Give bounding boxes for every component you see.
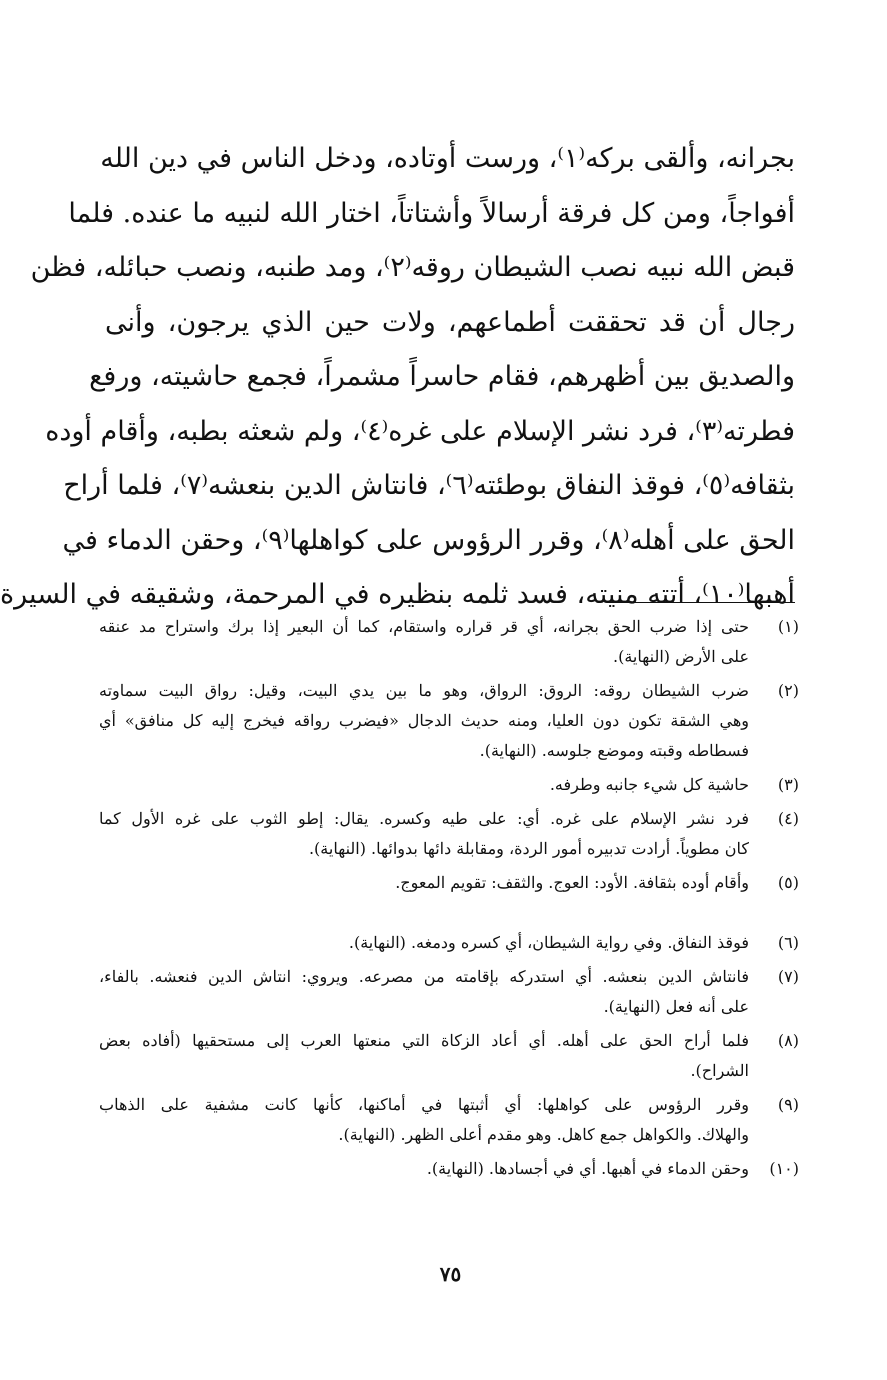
footnote-number: (١٠): [769, 1159, 799, 1178]
footnote-text-line: فسطاطه وقبته وموضع جلوسه. (النهاية).: [479, 741, 749, 760]
footnote-2: [99, 676, 799, 766]
main-text-line: والصديق بين أظهرهم، فقام حاسراً مشمراً، فجمع حاشيته، ورفع: [89, 361, 795, 392]
footnote-text-line: ضرب الشيطان روقه: الروق: الرواق، وهو ما بين يدي البيت، وقيل: رواق البيت سماوته: [99, 681, 749, 700]
footnote-text-line: فلما أراح الحق على أهله. أي أعاد الزكاة التي منعتها العرب إلى مستحقيها (أفاده بعض: [99, 1031, 749, 1050]
footnote-8: [99, 1026, 799, 1086]
footnote-number: (٢): [777, 681, 799, 700]
footnote-text-line: والهلاك. والكواهل جمع كاهل. وهو مقدم أعلى الظهر. (النهاية).: [338, 1125, 749, 1144]
footnote-number: (٤): [777, 809, 799, 828]
footnote-9: [99, 1090, 799, 1150]
footnote-text-line: الشراح).: [690, 1061, 749, 1080]
main-text-line: بجرانه، وألقى بركه⁽١⁾، ورست أوتاده، ودخل الناس في دين الله: [100, 143, 795, 174]
main-text-block: [0, 132, 795, 623]
footnote-number: (٨): [777, 1031, 799, 1050]
footnote-text-line: فوقذ النفاق. وفي رواية الشيطان، أي كسره ودمغه. (النهاية).: [348, 933, 749, 952]
footnote-number: (٣): [777, 775, 799, 794]
footnote-7: [99, 962, 799, 1022]
page-number: ٧٥: [439, 1262, 462, 1286]
main-text-line: بثقافه⁽٥⁾، فوقذ النفاق بوطئته⁽٦⁾، فانتاش الدين بنعشه⁽٧⁾، فلما أراح: [63, 470, 795, 501]
footnote-number: (٦): [777, 933, 799, 952]
footnote-text-line: حاشية كل شيء جانبه وطرفه.: [549, 775, 749, 794]
main-text-line: أهبها⁽١٠⁾، أتته منيته، فسد ثلمه بنظيره في المرحمة، وشقيقه في السيرة: [0, 579, 795, 610]
footnote-3: [99, 770, 799, 800]
main-text-line: رجال أن قد تحققت أطماعهم، ولات حين الذي يرجون، وأنى: [105, 306, 795, 338]
footnote-text-line: على الأرض (النهاية).: [613, 647, 749, 666]
main-text-line: أفواجاً، ومن كل فرقة أرسالاً وأشتاتاً، اختار الله لنبيه ما عنده. فلما: [68, 197, 795, 229]
main-text-line: قبض الله نبيه نصب الشيطان روقه⁽٢⁾، ومد طنبه، ونصب حبائله، فظن: [30, 252, 795, 283]
footnote-separator: [607, 602, 795, 603]
footnote-number: (٥): [777, 873, 799, 892]
footnote-text-line: على أنه فعل (النهاية).: [603, 997, 749, 1016]
footnote-number: (١): [777, 617, 799, 636]
footnote-text-line: فرد نشر الإسلام على غره. أي: على طيه وكسره. يقال: إطو الثوب على غره الأول كما: [99, 809, 750, 828]
footnote-1: [99, 612, 799, 672]
footnote-text-line: وأقام أوده بثقافة. الأود: العوج. والثقف: تقويم المعوج.: [395, 873, 749, 892]
footnote-4: [99, 804, 799, 864]
footnote-text-line: وهي الشقة تكون دون العليا، ومنه حديث الدجال «فيضرب رواقه فيخرج إليه كل منافق» أي: [99, 711, 749, 730]
footnote-text-line: حتى إذا ضرب الحق بجرانه، أي قر قراره واستقام، كما أن البعير إذا برك واستراح مد عنقه: [99, 617, 749, 636]
footnote-text-line: كان مطوياً. أرادت تدبيره أمور الردة، ومقابلة دائها بدوائها. (النهاية).: [308, 839, 749, 858]
footnote-number: (٩): [777, 1095, 799, 1114]
footnote-text-line: وقرر الرؤوس على كواهلها: أي أثبتها في أماكنها، كأنها كانت مشفية على الذهاب: [99, 1095, 749, 1114]
main-text-line: الحق على أهله⁽٨⁾، وقرر الرؤوس على كواهلها⁽٩⁾، وحقن الدماء في: [62, 524, 795, 556]
footnotes-list: [99, 612, 799, 1188]
footnote-text-line: فانتاش الدين بنعشه. أي استدركه بإقامته من مصرعه. ويروي: انتاش الدين فنعشه. بالفاء،: [99, 967, 749, 986]
footnote-5: [99, 868, 799, 898]
footnote-number: (٧): [777, 967, 799, 986]
main-text-line: فطرته⁽٣⁾، فرد نشر الإسلام على غره⁽٤⁾، ولم شعثه بطبه، وأقام أوده: [45, 415, 795, 447]
footnote-6: [99, 928, 799, 958]
footnote-text-line: وحقن الدماء في أهبها. أي في أجسادها. (النهاية).: [426, 1159, 749, 1178]
footnote-10: [99, 1154, 799, 1184]
